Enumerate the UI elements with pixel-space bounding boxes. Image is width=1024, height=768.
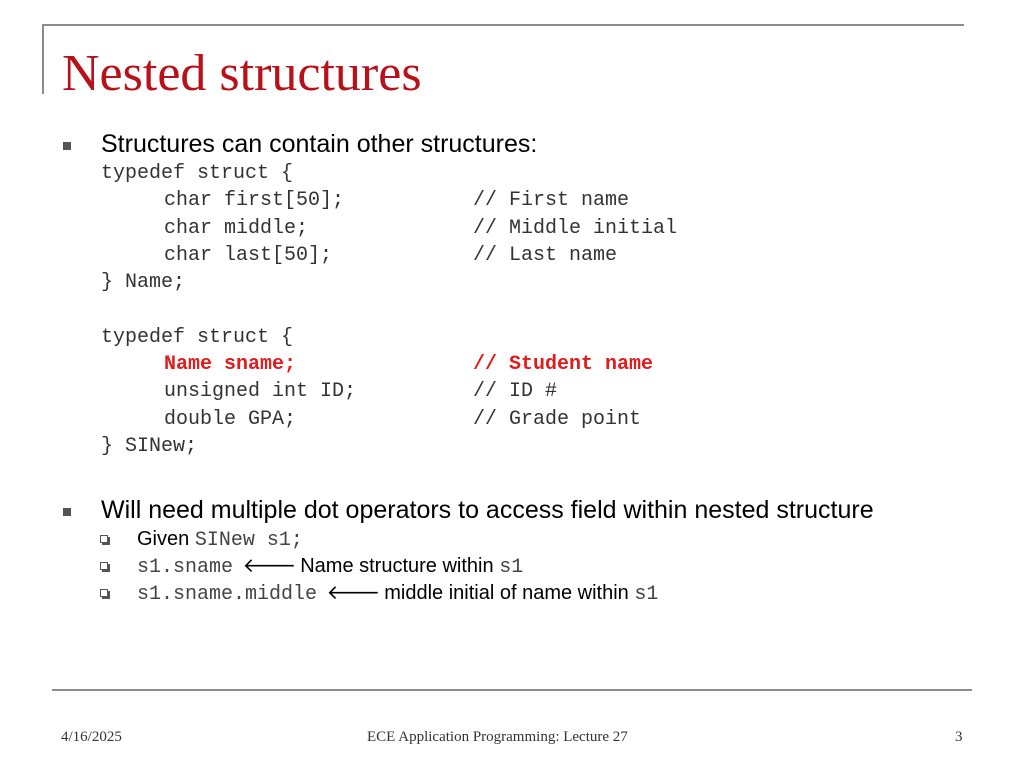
footer-date: 4/16/2025 bbox=[61, 729, 122, 745]
code-comment: // Grade point bbox=[473, 407, 642, 431]
code-text: typedef struct { bbox=[101, 162, 294, 185]
sub-bullet-box-icon bbox=[100, 535, 108, 543]
footer-course: ECE Application Programming: Lecture 27 bbox=[367, 729, 628, 745]
sub-bullet-prefix: Given bbox=[137, 528, 190, 550]
code-text: } SINew; bbox=[101, 434, 198, 458]
left-arrow-icon: 🡐 bbox=[242, 555, 297, 577]
sub-bullet-code: s1.sname bbox=[137, 556, 234, 579]
code-text: double GPA; bbox=[164, 407, 297, 431]
code-text: char middle; bbox=[164, 216, 309, 240]
code-line bbox=[101, 215, 678, 242]
sub-bullet-content bbox=[137, 526, 303, 554]
code-line bbox=[101, 406, 642, 433]
code-line bbox=[101, 378, 558, 405]
sub-bullet-code: SINew s1; bbox=[194, 529, 303, 552]
sub-bullet-box-icon bbox=[100, 562, 108, 570]
sub-bullet-box-icon bbox=[100, 589, 108, 597]
sub-bullet-suffix-code: s1 bbox=[499, 556, 524, 579]
bullet-1-text: Structures can contain other structures: bbox=[101, 130, 538, 158]
top-rule bbox=[42, 24, 964, 26]
code-text: char last[50]; bbox=[164, 243, 333, 267]
sub-bullet-description: Name structure within bbox=[300, 555, 494, 577]
code-line bbox=[101, 433, 356, 460]
bullet-2-text: Will need multiple dot operators to access field within nested structure bbox=[101, 496, 874, 524]
left-rule bbox=[42, 24, 44, 94]
code-comment: // Middle initial bbox=[473, 216, 678, 240]
sub-bullet-description: middle initial of name within bbox=[384, 582, 629, 604]
bottom-rule bbox=[52, 689, 972, 691]
code-line bbox=[101, 269, 356, 296]
sub-bullet-code: s1.sname.middle bbox=[137, 583, 318, 606]
code-comment: // ID # bbox=[473, 380, 558, 404]
code-text: } Name; bbox=[101, 271, 186, 295]
code-line bbox=[101, 296, 356, 323]
code-block bbox=[101, 160, 678, 460]
code-text: char first[50]; bbox=[164, 189, 345, 213]
bullet-square-icon bbox=[63, 508, 71, 516]
sub-bullet-content bbox=[137, 580, 658, 608]
code-line bbox=[101, 351, 654, 378]
code-text: Name sname; bbox=[164, 353, 297, 377]
left-arrow-icon: 🡐 bbox=[326, 582, 381, 604]
code-comment: // First name bbox=[473, 189, 630, 213]
bullet-square-icon bbox=[63, 142, 71, 150]
sub-bullet-suffix-code: s1 bbox=[634, 583, 659, 606]
code-line bbox=[101, 242, 618, 269]
code-text: typedef struct { bbox=[101, 325, 294, 349]
slide-title: Nested structures bbox=[62, 45, 422, 102]
code-line bbox=[101, 160, 356, 187]
code-comment: // Last name bbox=[473, 243, 618, 267]
code-text: unsigned int ID; bbox=[164, 380, 357, 404]
code-line bbox=[101, 324, 356, 351]
code-comment: // Student name bbox=[473, 353, 654, 377]
code-line bbox=[101, 187, 630, 214]
sub-bullet-content bbox=[137, 553, 523, 581]
footer-page-number: 3 bbox=[955, 729, 963, 745]
